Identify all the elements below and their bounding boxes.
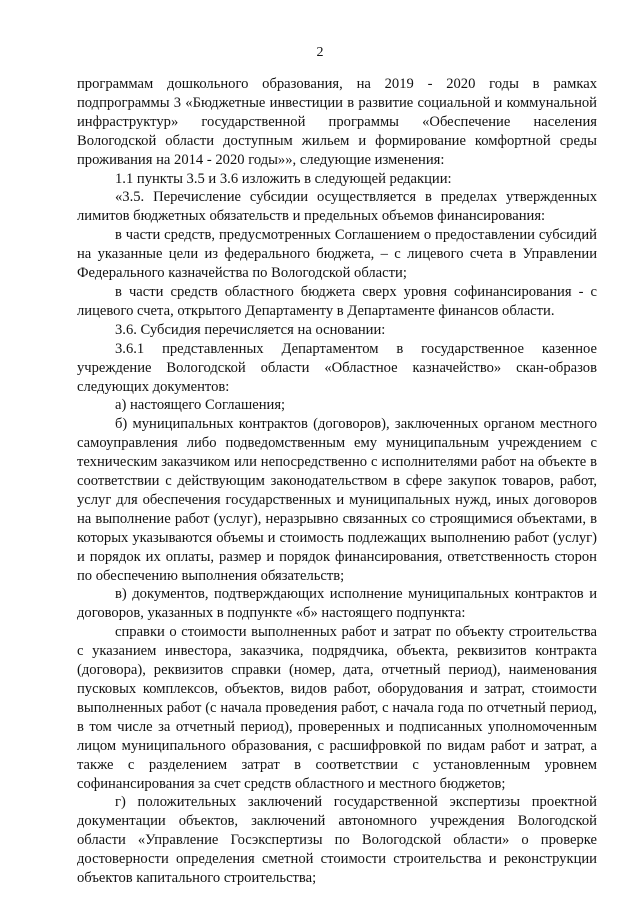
paragraph-regional-funds: в части средств областного бюджета сверх уровня софинансирования - с лицевого счета, открытого Департаменту в Департаменте финансов области. (77, 283, 597, 319)
paragraph-intro-continuation: программам дошкольного образования, на 2019 - 2020 годы в рамках подпрограммы 3 «Бюджетные инвестиции в развитие социальной и коммунальной инфраструктур» государственной программы «Обеспечение населения Вологодской области доступным жильем и формирование комфортной среды проживания на 2014 - 2020 годы»», следующие изменения: (77, 76, 597, 168)
paragraph-clause-3-6: 3.6. Субсидия перечисляется на основании: (115, 321, 386, 338)
paragraph-item-1-1: 1.1 пункты 3.5 и 3.6 изложить в следующей редакции: (115, 170, 452, 187)
paragraph-item-g: г) положительных заключений государственной экспертизы проектной документации объектов, заключений автономного учреждения Вологодской области «Управление Госэкспертизы по Вологодской области» о проверке достоверности определения сметной стоимости строительства и реконструкции объектов капитального строительства; (77, 794, 597, 887)
paragraph-clause-3-5: «3.5. Перечисление субсидии осуществляется в пределах утвержденных лимитов бюджетных обязательств и предельных объемов финансирования: (77, 189, 597, 225)
document-body (77, 75, 597, 888)
paragraph-federal-funds: в части средств, предусмотренных Соглашением о предоставлении субсидий на указанные цели из федерального бюджета, – с лицевого счета в Управлении Федерального казначейства по Вологодской области; (77, 227, 597, 282)
paragraph-item-b: б) муниципальных контрактов (договоров), заключенных органом местного самоуправления либо подведомственным ему муниципальным учреждением с техническим заказчиком или непосредственно с исполнителями работ на объекте в соответствии с действующим законодательством в сфере закупок товаров, работ, услуг для обеспечения государственных и муниципальных нужд, иных договоров на выполнение работ (услуг), неразрывно связанных со строящимися объектами, в которых указываются объемы и стоимость подлежащих выполнению работ (услуг) и порядок их оплаты, размер и порядок финансирования, ответственность сторон по обеспечению выполнения обязательств; (77, 416, 597, 584)
page-number: 2 (316, 45, 324, 60)
paragraph-clause-3-6-1: 3.6.1 представленных Департаментом в государственное казенное учреждение Вологодской области «Областное казначейство» скан-образов следующих документов: (77, 340, 597, 395)
paragraph-item-a: а) настоящего Соглашения; (115, 397, 286, 414)
paragraph-cost-certificates: справки о стоимости выполненных работ и затрат по объекту строительства с указанием инвестора, заказчика, подрядчика, объекта, реквизитов контракта (договора), реквизитов справки (номер, дата, отчетный период), наименования пусковых комплексов, объектов, видов работ, оборудования и затрат, стоимости выполненных работ (с начала проведения работ, с начала года по отчетный период, в том числе за отчетный период), проверенных и подписанных уполномоченным лицом муниципального образования, с расшифровкой по видам работ и затрат, а также с разделением затрат в соответствии с установленным уровнем софинансирования за счет средств областного и местного бюджетов; (77, 624, 597, 792)
paragraph-item-v: в) документов, подтверждающих исполнение муниципальных контрактов и договоров, указанных в подпункте «б» настоящего подпункта: (77, 586, 597, 622)
